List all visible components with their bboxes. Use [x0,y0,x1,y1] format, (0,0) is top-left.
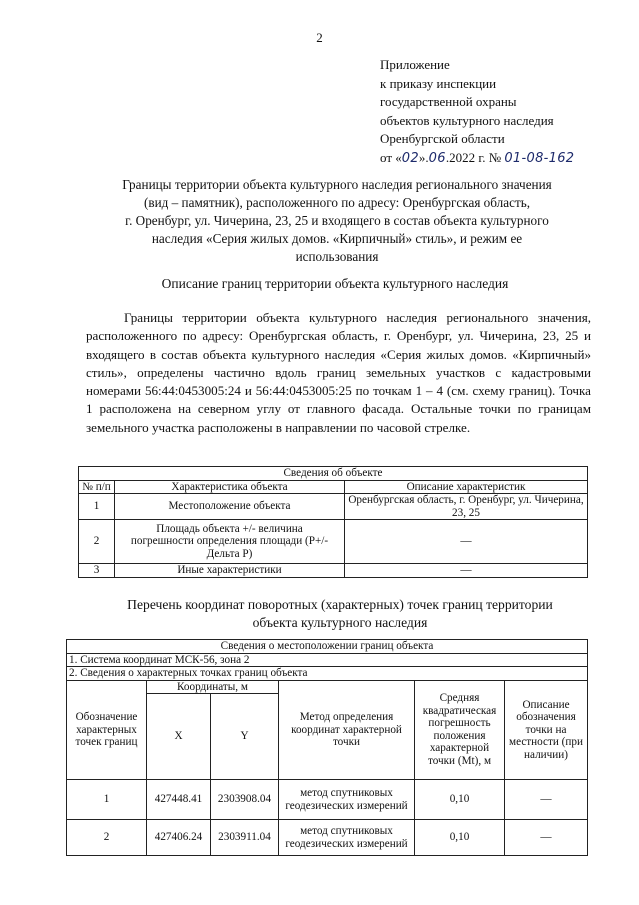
row-name: Иные характеристики [115,564,345,578]
object-info-table [78,466,588,578]
point-y: 2303908.04 [211,780,279,820]
annex-line: Приложение [380,57,450,72]
row-value: Оренбургская область, г. Оренбург, ул. Чичерина, 23, 25 [345,494,588,520]
point-x: 427406.24 [147,820,211,856]
description-paragraph [86,309,591,437]
header-characteristic: Характеристика объекта [115,480,345,494]
annex-line: к приказу инспекции [380,75,497,91]
row-number: 3 [79,564,115,578]
header-method: Метод определения координат характерной точки [279,680,415,780]
title-line: наследия «Серия жилых домов. «Кирпичный» стиль», и режим ее [151,231,523,246]
point-x: 427448.41 [147,780,211,820]
point-id: 1 [67,780,147,820]
page-number: 2 [316,30,323,45]
coords-caption: Сведения о местоположении границ объекта [67,640,588,654]
date-prefix: от « [380,149,402,165]
point-method: метод спутниковых геодезических измерений [279,820,415,856]
title-line: (вид – памятник), расположенного по адресу: Оренбургская область, [143,195,531,210]
object-table-caption: Сведения об объекте [79,467,588,481]
point-error: 0,10 [415,820,505,856]
header-number: № п/п [79,480,115,494]
row-name: Площадь объекта +/- величина погрешности определения площади (P+/- Дельта P) [115,520,345,564]
header-x: X [147,694,211,780]
header-description: Описание характеристик [345,480,588,494]
point-description: — [505,780,588,820]
point-description: — [505,820,588,856]
row-number: 2 [79,520,115,564]
point-method: метод спутниковых геодезических измерений [279,780,415,820]
row-number: 1 [79,494,115,520]
row-value: — [345,564,588,578]
header-designation: Обозначение характерных точек границ [67,680,147,780]
title-line: г. Оренбург, ул. Чичерина, 23, 25 и входящего в состав объекта культурного [125,213,549,228]
coordinate-system: 1. Система координат МСК-56, зона 2 [67,653,588,667]
date-day: 02 [401,150,419,166]
heading-line: объекта культурного наследия [252,615,428,630]
paragraph-text: Границы территории объекта культурного наследия регионального значения, расположенного по адресу: Оренбургская область, г. Оренбург, ул. Чичерина, 23, 25 и входящего в состав объекта культурного наследия «Серия жилых домов. «Кирпичный» стиль», определены частично вдоль границ земельных участков с кадастровыми номерами 56:44:0453005:24 и 56:44:0453005:25 по точкам 1 – 4 (см. схему границ). Точка 1 расположена на северном углу от главного фасада. Остальные точки по границам земельного участка расположены в направлении по часовой стрелке. [86,310,591,435]
title-line: Границы территории объекта культурного наследия регионального значения [122,177,552,192]
header-point-description: Описание обозначения точки на местности (при наличии) [505,680,588,780]
point-error: 0,10 [415,780,505,820]
row-name: Местоположение объекта [115,494,345,520]
title-line: использования [295,249,379,264]
section-subtitle: Описание границ территории объекта культурного наследия [161,276,509,291]
date-month: 06 [428,150,446,166]
annex-line: государственной охраны [380,94,517,109]
point-id: 2 [67,820,147,856]
points-caption: 2. Сведения о характерных точках границ объекта [67,667,588,681]
header-coordinates: Координаты, м [147,680,279,694]
date-mid: ». [418,149,429,165]
annex-date-line [380,149,620,169]
coordinates-heading [60,596,620,632]
header-y: Y [211,694,279,780]
header-error: Средняя квадратическая погрешность положения характерной точки (Mt), м [415,680,505,780]
point-y: 2303911.04 [211,820,279,856]
row-value: — [345,520,588,564]
annex-block [380,56,620,168]
annex-line: объектов культурного наследия [380,112,554,128]
coordinates-table [66,639,588,856]
annex-line: Оренбургской области [380,131,505,146]
document-title [72,176,602,266]
doc-number: 01-08-162 [504,150,575,166]
date-year: .2022 г. № [445,149,502,165]
heading-line: Перечень координат поворотных (характерных) точек границ территории [127,597,553,612]
